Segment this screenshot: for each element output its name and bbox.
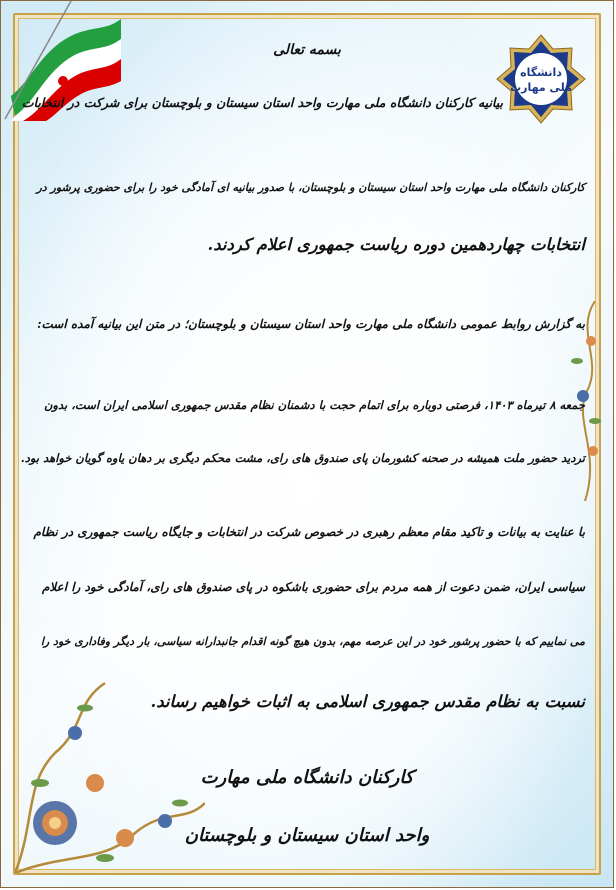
paragraph-1-line-2: انتخابات چهاردهمین دوره ریاست جمهوری اعلام کردند.: [207, 235, 585, 254]
signature-line-2: واحد استان سیستان و بلوچستان: [184, 825, 430, 846]
paragraph-4-line-1: با عنایت به بیانات و تاکید مقام معظم رهبری در خصوص شرکت در انتخابات و جایگاه ریاست جمهوری در نظام: [33, 525, 585, 539]
paragraph-3-line-1: جمعه ۸ تیرماه ۱۴۰۳، فرصتی دوباره برای اتمام حجت با دشمنان نظام مقدس جمهوری اسلامی ایران است، بدون: [43, 398, 585, 412]
paragraph-2-line-1: به گزارش روابط عمومی دانشگاه ملی مهارت واحد استان سیستان و بلوچستان؛ در متن این بیانیه آمده است:: [37, 317, 585, 331]
bismillah-heading: بسمه تعالی: [273, 42, 341, 58]
paragraph-3-line-2: تردید حضور ملت همیشه در صحنه کشورمان پای صندوق های رای، مشت محکم دیگری بر دهان یاوه گویان خواهد بود.: [20, 451, 585, 465]
statement-title: بیانیه کارکنان دانشگاه ملی مهارت واحد استان سیستان و بلوچستان برای شرکت در انتخابات: [21, 95, 503, 110]
paragraph-4-line-2: سیاسی ایران، ضمن دعوت از همه مردم برای حضوری باشکوه در پای صندوق های رای، آمادگی خود را اعلام: [41, 580, 585, 594]
signature-line-1: کارکنان دانشگاه ملی مهارت: [200, 767, 414, 788]
logo-text-2: ملی مهارت: [510, 81, 572, 94]
logo-text-1: دانشگاه: [520, 66, 562, 79]
paragraph-1-line-1: کارکنان دانشگاه ملی مهارت واحد استان سیستان و بلوچستان، با صدور بیانیه ای آمادگی خود را برای حضوری پرشور در: [36, 181, 585, 194]
paragraph-4-line-4: نسبت به نظام مقدس جمهوری اسلامی به اثبات خواهیم رساند.: [150, 692, 585, 711]
paragraph-4-line-3: می نماییم که با حضور پرشور خود در این عرصه مهم، بدون هیچ گونه اقدام جانبدارانه سیاسی، بار دیگر وفاداری خود را: [40, 635, 585, 648]
